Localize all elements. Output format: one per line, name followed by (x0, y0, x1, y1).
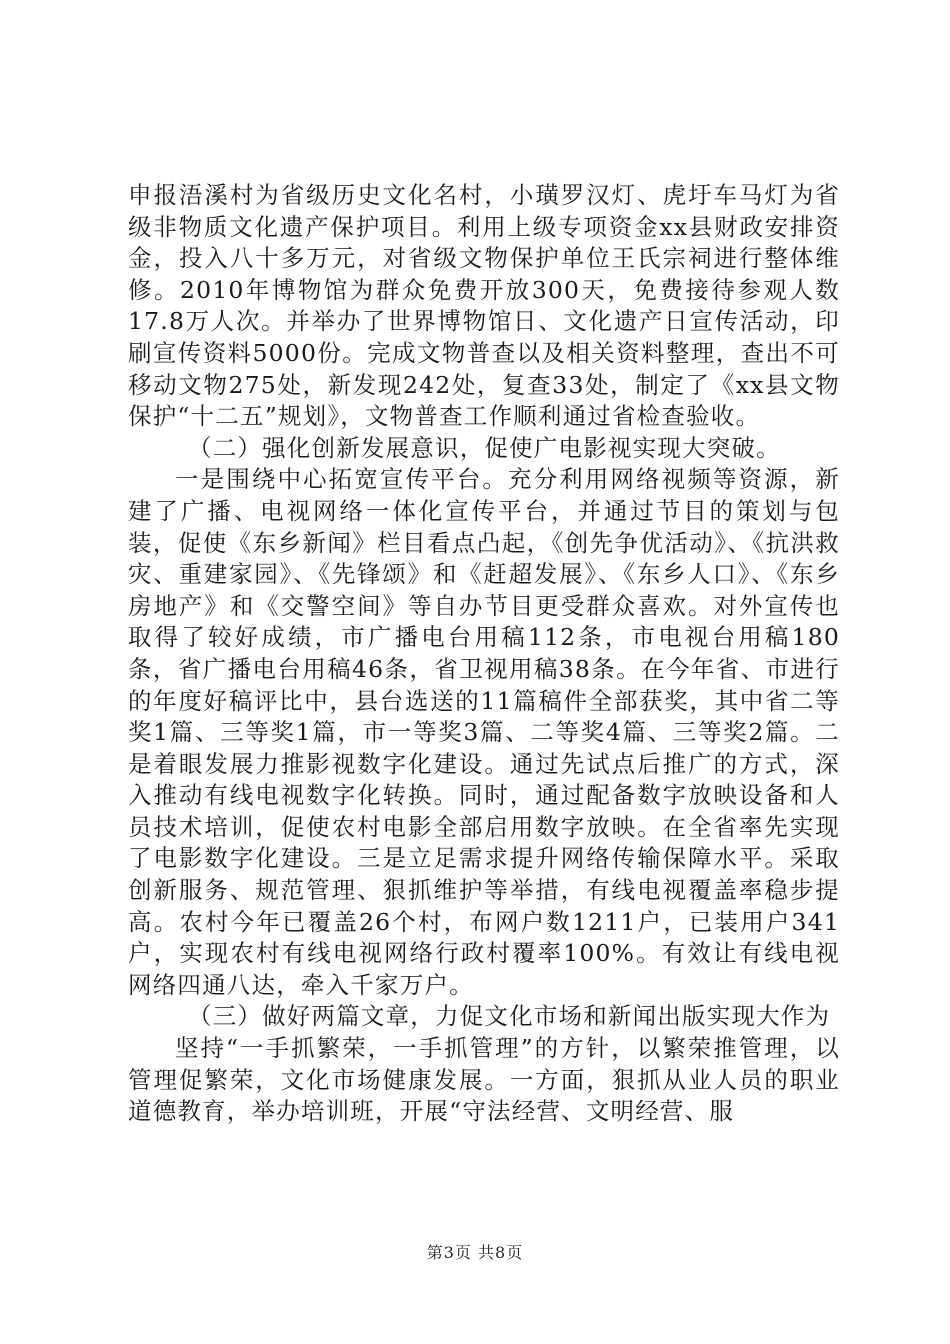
page-number-footer: 第3页 共8页 (426, 1243, 524, 1262)
document-body (128, 180, 840, 1128)
paragraph-continuation: 申报浯溪村为省级历史文化名村，小璜罗汉灯、虎圩车马灯为省级非物质文化遗产保护项目。利用上级专项资金xx县财政安排资金，投入八十多万元，对省级文物保护单位王氏宗祠进行整体维修。2010年博物馆为群众免费开放300天，免费接待参观人数17.8万人次。并举办了世界博物馆日、文化遗产日宣传活动，印刷宣传资料5000份。完成文物普查以及相关资料整理，查出不可移动文物275处，新发现242处，复查33处，制定了《xx县文物保护“十二五”规划》，文物普查工作顺利通过省检查验收。 (128, 181, 840, 431)
paragraph-broadcast: 一是围绕中心拓宽宣传平台。充分利用网络视频等资源，新建了广播、电视网络一体化宣传平台，并通过节目的策划与包装，促使《东乡新闻》栏目看点凸起，《创先争优活动》、《抗洪救灾、重建家园》、《先锋颂》和《赶超发展》、《东乡人口》、《东乡房地产》和《交警空间》等自办节目更受群众喜欢。对外宣传也取得了较好成绩，市广播电台用稿112条，市电视台用稿180条，省广播电台用稿46条，省卫视用稿38条。在今年省、市进行的年度好稿评比中，县台选送的11篇稿件全部获奖，其中省二等奖1篇、三等奖1篇，市一等奖3篇、二等奖4篇、三等奖2篇。二是着眼发展力推影视数字化建设。通过先试点后推广的方式，深入推动有线电视数字化转换。同时，通过配备数字放映设备和人员技术培训，促使农村电影全部启用数字放映。在全省率先实现了电影数字化建设。三是立足需求提升网络传输保障水平。采取创新服务、规范管理、狠抓维护等举措，有线电视覆盖率稳步提高。农村今年已覆盖26个村，布网户数1211户，已装用户341户，实现农村有线电视网络行政村覆率100%。有效让有线电视网络四通八达，牵入千家万户。 (128, 465, 840, 999)
paragraph-culture-market: 坚持“一手抓繁荣，一手抓管理”的方针，以繁荣推管理，以管理促繁荣，文化市场健康发展。一方面，狠抓从业人员的职业道德教育，举办培训班，开展“守法经营、文明经营、服 (128, 1034, 840, 1126)
section-heading-2: （二）强化创新发展意识，促使广电影视实现大突破。 (188, 433, 781, 462)
section-heading-3: （三）做好两篇文章，力促文化市场和新闻出版实现大作为 (188, 1002, 831, 1031)
